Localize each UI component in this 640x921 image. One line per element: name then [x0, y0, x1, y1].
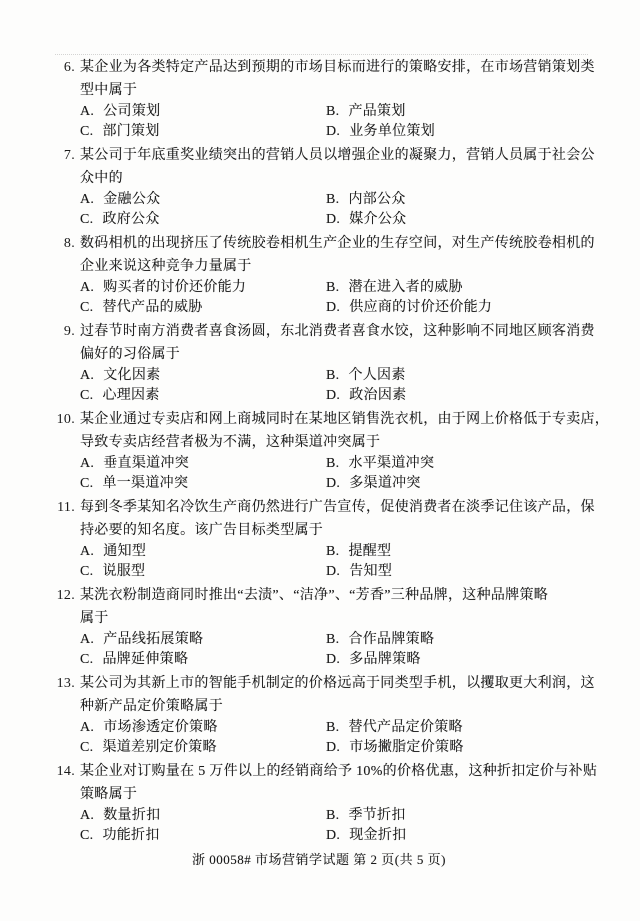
option-b: [326, 102, 590, 122]
options-grid: [80, 454, 590, 494]
option-b-text: 合作品牌策略: [348, 632, 435, 647]
option-a-label: A.: [80, 632, 95, 647]
question-stem-line-1: 某公司为其新上市的智能手机制定的价格远高于同类型手机，以攫取更大利润，这: [80, 676, 595, 691]
option-b-label: B.: [326, 456, 340, 471]
question-item: [48, 56, 595, 142]
option-c-label: C.: [80, 300, 94, 315]
question-body: [80, 56, 595, 142]
option-c: [80, 122, 326, 142]
question-stem: [80, 232, 595, 278]
options-grid: [80, 102, 590, 142]
question-number: 13.: [56, 676, 75, 691]
option-b-text: 内部公众: [348, 192, 406, 207]
option-a-label: A.: [80, 544, 95, 559]
option-a: [80, 806, 326, 826]
question-item: [48, 760, 598, 846]
question-stem-line-2: 企业来说这种竞争力量属于: [80, 259, 252, 274]
question-stem-line-2: 众中的: [80, 171, 123, 186]
question-stem: [80, 760, 598, 806]
question-item: [48, 584, 590, 670]
option-d-label: D.: [326, 652, 341, 667]
question-item: [48, 672, 595, 758]
option-a: [80, 542, 326, 562]
option-a-text: 金融公众: [103, 192, 161, 207]
option-b-label: B.: [326, 720, 340, 735]
question-stem-line-2: 策略属于: [80, 787, 138, 802]
option-c: [80, 298, 326, 318]
option-b-text: 个人因素: [348, 368, 406, 383]
option-b-label: B.: [326, 808, 340, 823]
option-a: [80, 718, 326, 738]
option-a-label: A.: [80, 368, 95, 383]
option-b: [326, 806, 590, 826]
question-item: [48, 408, 610, 494]
option-a-text: 垂直渠道冲突: [103, 456, 190, 471]
question-stem: [80, 584, 590, 630]
option-d-label: D.: [326, 740, 341, 755]
question-number: 11.: [57, 500, 75, 515]
option-b: [326, 542, 590, 562]
option-a: [80, 366, 326, 386]
option-b: [326, 278, 590, 298]
options-grid: [80, 806, 590, 846]
options-grid: [80, 630, 590, 670]
option-d-text: 告知型: [349, 564, 393, 579]
question-list: [48, 56, 610, 846]
option-a-label: A.: [80, 104, 95, 119]
option-a-text: 数量折扣: [103, 808, 161, 823]
options-grid: [80, 278, 590, 318]
option-b-text: 提醒型: [348, 544, 392, 559]
option-b-text: 潜在进入者的威胁: [348, 280, 463, 295]
option-c: [80, 738, 326, 758]
question-number: 7.: [63, 148, 75, 163]
option-d-label: D.: [326, 388, 341, 403]
option-d-label: D.: [326, 564, 341, 579]
option-b-text: 季节折扣: [348, 808, 406, 823]
option-d-label: D.: [326, 212, 341, 227]
option-c: [80, 650, 326, 670]
question-stem-line-2: 属于: [80, 611, 109, 626]
option-b: [326, 366, 590, 386]
options-grid: [80, 366, 590, 406]
question-number: 6.: [63, 60, 75, 75]
page-footer: 浙 00058# 市场营销学试题 第 2 页(共 5 页): [192, 852, 446, 867]
scan-artifact-line: [55, 54, 588, 55]
question-body: [80, 232, 595, 318]
question-item: [48, 320, 595, 406]
option-d-label: D.: [326, 300, 341, 315]
option-a-label: A.: [80, 720, 95, 735]
question-body: [80, 320, 595, 406]
option-c-text: 替代产品的威胁: [102, 300, 203, 315]
option-a: [80, 190, 326, 210]
question-number: 14.: [56, 764, 75, 779]
question-body: [80, 144, 595, 230]
question-stem: [80, 320, 595, 366]
option-d: [326, 826, 590, 846]
option-a-label: A.: [80, 808, 95, 823]
option-c-label: C.: [80, 652, 94, 667]
question-body: [80, 408, 610, 494]
question-number: 12.: [56, 588, 75, 603]
question-body: [80, 760, 598, 846]
option-b-label: B.: [326, 632, 340, 647]
option-d-text: 业务单位策划: [349, 124, 436, 139]
option-c: [80, 826, 326, 846]
option-c-text: 品牌延伸策略: [102, 652, 189, 667]
question-stem-line-2: 偏好的习俗属于: [80, 347, 181, 362]
option-a-label: A.: [80, 192, 95, 207]
option-a-text: 产品线拓展策略: [103, 632, 204, 647]
option-b: [326, 454, 590, 474]
option-b: [326, 630, 590, 650]
option-a: [80, 454, 326, 474]
option-d: [326, 298, 590, 318]
question-stem-line-1: 某洗衣粉制造商同时推出“去渍”、“洁净”、“芳香”三种品牌，这种品牌策略: [80, 588, 549, 603]
option-d: [326, 650, 590, 670]
option-d-text: 政治因素: [349, 388, 407, 403]
question-body: [80, 584, 590, 670]
option-c: [80, 210, 326, 230]
question-stem-line-1: 某企业对订购量在 5 万件以上的经销商给予 10%的价格优惠，这种折扣定价与补贴: [80, 764, 598, 779]
question-stem: [80, 144, 595, 190]
question-body: [80, 496, 595, 582]
question-stem-line-2: 种新产品定价策略属于: [80, 699, 223, 714]
option-c: [80, 474, 326, 494]
option-a-text: 通知型: [103, 544, 147, 559]
option-c-label: C.: [80, 388, 94, 403]
option-a: [80, 102, 326, 122]
option-d-text: 媒介公众: [349, 212, 407, 227]
option-a: [80, 630, 326, 650]
option-d-text: 多渠道冲突: [349, 476, 421, 491]
option-a: [80, 278, 326, 298]
question-stem: [80, 408, 610, 454]
option-c-text: 说服型: [102, 564, 146, 579]
option-c-text: 功能折扣: [102, 828, 160, 843]
option-b-label: B.: [326, 280, 340, 295]
option-c-text: 政府公众: [102, 212, 160, 227]
question-number: 10.: [56, 412, 75, 427]
question-stem-line-2: 型中属于: [80, 83, 138, 98]
option-c-label: C.: [80, 828, 94, 843]
option-b-label: B.: [326, 192, 340, 207]
option-c-label: C.: [80, 564, 94, 579]
option-c: [80, 562, 326, 582]
option-c-label: C.: [80, 740, 94, 755]
option-c-label: C.: [80, 212, 94, 227]
option-b-text: 水平渠道冲突: [348, 456, 435, 471]
option-b-label: B.: [326, 368, 340, 383]
options-grid: [80, 190, 590, 230]
question-stem-line-1: 每到冬季某知名冷饮生产商仍然进行广告宣传，促使消费者在淡季记住该产品，保: [80, 500, 595, 515]
option-c-label: C.: [80, 476, 94, 491]
option-c-text: 渠道差别定价策略: [102, 740, 217, 755]
question-body: [80, 672, 595, 758]
option-b-text: 替代产品定价策略: [348, 720, 463, 735]
option-b-label: B.: [326, 544, 340, 559]
option-a-text: 市场渗透定价策略: [103, 720, 218, 735]
option-b-label: B.: [326, 104, 340, 119]
option-a-label: A.: [80, 280, 95, 295]
option-d: [326, 562, 590, 582]
question-stem-line-1: 数码相机的出现挤压了传统胶卷相机生产企业的生存空间，对生产传统胶卷相机的: [80, 236, 595, 251]
options-grid: [80, 718, 590, 758]
option-a-text: 文化因素: [103, 368, 161, 383]
option-a-text: 公司策划: [103, 104, 161, 119]
question-stem-line-1: 过春节时南方消费者喜食汤圆，东北消费者喜食水饺，这种影响不同地区顾客消费: [80, 324, 595, 339]
options-grid: [80, 542, 590, 582]
question-number: 9.: [63, 324, 75, 339]
question-stem-line-1: 某企业为各类特定产品达到预期的市场目标而进行的策略安排，在市场营销策划类: [80, 60, 595, 75]
option-d-label: D.: [326, 476, 341, 491]
option-d-text: 多品牌策略: [349, 652, 421, 667]
option-d-label: D.: [326, 124, 341, 139]
option-d-text: 供应商的讨价还价能力: [349, 300, 493, 315]
option-d: [326, 122, 590, 142]
question-stem-line-1: 某企业通过专卖店和网上商城同时在某地区销售洗衣机，由于网上价格低于专卖店，: [80, 412, 610, 427]
option-d: [326, 210, 590, 230]
option-c: [80, 386, 326, 406]
option-b: [326, 718, 590, 738]
option-b: [326, 190, 590, 210]
option-b-text: 产品策划: [348, 104, 406, 119]
option-c-text: 心理因素: [102, 388, 160, 403]
option-c-text: 部门策划: [102, 124, 160, 139]
question-item: [48, 496, 595, 582]
option-d-label: D.: [326, 828, 341, 843]
option-a-label: A.: [80, 456, 95, 471]
option-c-text: 单一渠道冲突: [102, 476, 189, 491]
option-c-label: C.: [80, 124, 94, 139]
option-a-text: 购买者的讨价还价能力: [103, 280, 247, 295]
question-stem-line-1: 某公司于年底重奖业绩突出的营销人员以增强企业的凝聚力，营销人员属于社会公: [80, 148, 595, 163]
question-stem: [80, 496, 595, 542]
option-d: [326, 386, 590, 406]
option-d: [326, 474, 590, 494]
question-item: [48, 144, 595, 230]
question-stem: [80, 672, 595, 718]
question-stem-line-2: 持必要的知名度。该广告目标类型属于: [80, 523, 324, 538]
option-d-text: 现金折扣: [349, 828, 407, 843]
option-d-text: 市场撇脂定价策略: [349, 740, 464, 755]
question-number: 8.: [63, 236, 75, 251]
question-stem-line-2: 导致专卖店经营者极为不满，这种渠道冲突属于: [80, 435, 381, 450]
option-d: [326, 738, 590, 758]
question-stem: [80, 56, 595, 102]
question-item: [48, 232, 595, 318]
